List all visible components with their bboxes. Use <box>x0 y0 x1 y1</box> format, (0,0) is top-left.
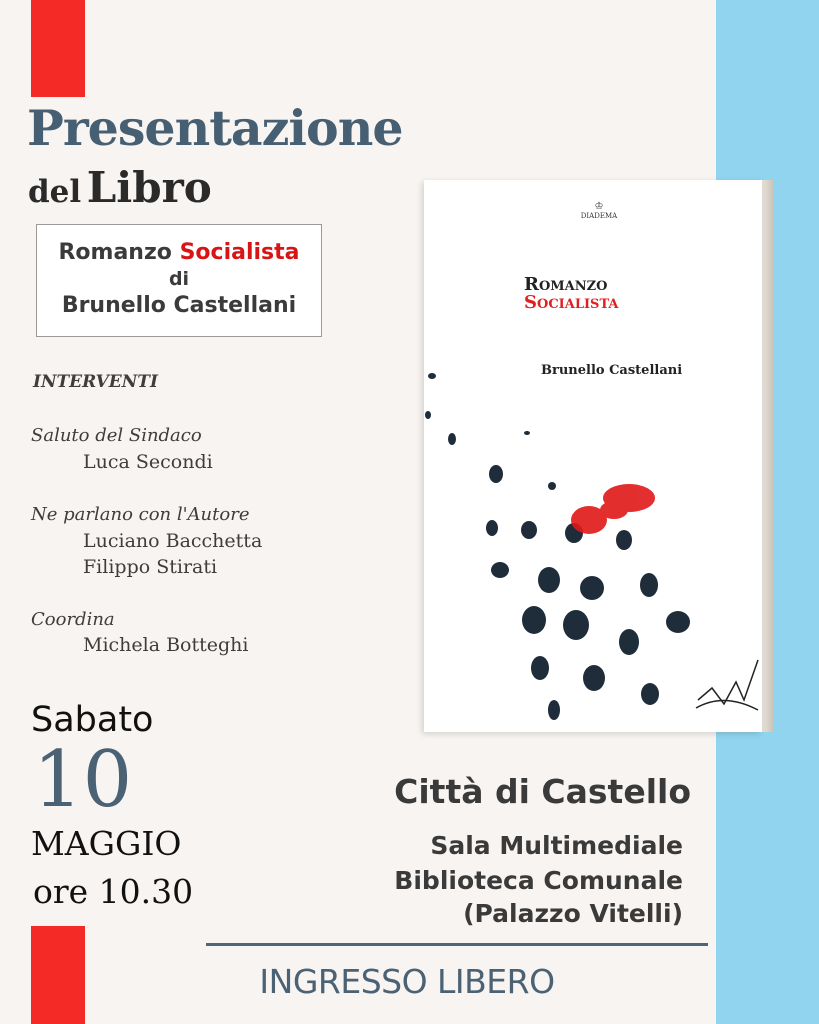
program-person-3: Filippo Stirati <box>83 556 218 578</box>
ink-blot <box>548 700 560 720</box>
ink-blot <box>486 520 498 536</box>
venue-city: Città di Castello <box>394 772 691 811</box>
publisher-name: DIADEMA <box>580 212 618 220</box>
venue-line-2: Biblioteca Comunale <box>394 866 683 895</box>
ink-blot <box>489 465 503 483</box>
ink-blot <box>522 606 546 634</box>
page-subtitle <box>28 165 212 211</box>
ink-blot <box>616 530 632 550</box>
program-role-1: Saluto del Sindaco <box>31 425 202 446</box>
ink-blot <box>548 482 556 490</box>
book-author: Brunello Castellani <box>61 293 297 318</box>
ink-blot <box>448 433 456 445</box>
book-cover <box>424 180 762 732</box>
program-heading: INTERVENTI <box>33 372 158 392</box>
event-day: Sabato <box>31 700 154 740</box>
ink-blot <box>583 665 605 691</box>
red-paint-blot <box>600 501 628 519</box>
red-accent-bar-top <box>31 0 85 97</box>
subtitle-big: Libro <box>86 163 212 212</box>
ink-blot <box>524 431 530 435</box>
page-title: Presentazione <box>27 99 403 157</box>
crown-base-line <box>696 700 758 710</box>
ink-blot <box>491 562 509 578</box>
crown-icon: ♔ <box>594 201 604 212</box>
program-person-1: Luca Secondi <box>83 451 213 473</box>
book-info-box <box>36 224 322 337</box>
ink-blot <box>580 576 604 600</box>
cover-artwork <box>424 360 762 732</box>
event-time: ore 10.30 <box>33 872 194 911</box>
venue-line-1: Sala Multimediale <box>430 831 683 860</box>
ink-blot <box>619 629 639 655</box>
ink-blot <box>640 573 658 597</box>
book-cover-image <box>424 180 774 732</box>
footer-divider <box>206 943 708 946</box>
ink-blot <box>538 567 560 593</box>
venue-line-3: (Palazzo Vitelli) <box>463 899 683 928</box>
event-month: MAGGIO <box>31 824 182 863</box>
subtitle-small: del <box>28 174 82 210</box>
program-role-2: Ne parlano con l'Autore <box>31 504 250 525</box>
cover-title-line2: Socialista <box>524 292 619 313</box>
program-role-3: Coordina <box>31 609 115 630</box>
ink-blot <box>531 656 549 680</box>
book-spine <box>762 180 774 732</box>
event-date-number: 10 <box>33 735 133 825</box>
book-by: di <box>168 268 190 290</box>
book-title-line <box>37 239 321 267</box>
free-entry-label: INGRESSO LIBERO <box>259 962 555 1001</box>
book-title-part1: Romanzo <box>58 240 172 265</box>
ink-blot <box>641 683 659 705</box>
crown-outline-icon <box>698 660 758 704</box>
cover-title <box>524 276 704 312</box>
program-person-2: Luciano Bacchetta <box>83 530 263 552</box>
program-person-4: Michela Botteghi <box>83 634 249 656</box>
cover-author: Brunello Castellani <box>541 363 683 378</box>
ink-blot <box>425 411 431 419</box>
ink-blot <box>563 610 589 640</box>
red-accent-bar-bottom <box>31 926 85 1024</box>
ink-blot <box>428 373 436 379</box>
ink-blot <box>666 611 690 633</box>
ink-blot <box>521 521 537 539</box>
book-title-part2: Socialista <box>179 240 300 265</box>
cover-title-line1: Romanzo <box>524 274 608 295</box>
publisher-logo <box>579 202 619 220</box>
